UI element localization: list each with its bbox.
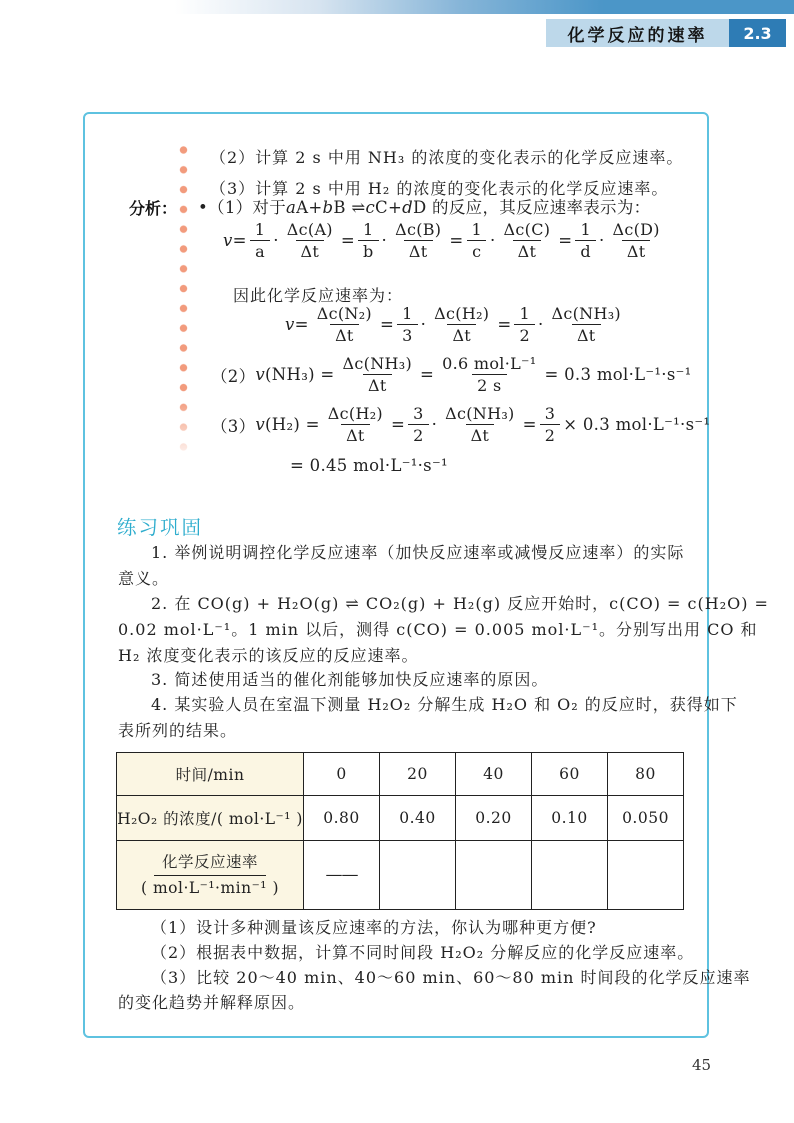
eq-text: = <box>379 315 395 335</box>
analysis-label: 分析： <box>129 199 178 218</box>
fraction <box>358 220 379 261</box>
eq-text: C+ <box>375 198 403 217</box>
fraction-denominator: 3 <box>397 324 417 345</box>
fraction <box>608 220 665 261</box>
fraction-denominator: Δt <box>341 424 370 445</box>
eq-text: = 0.45 mol·L⁻¹·s⁻¹ <box>290 456 448 475</box>
question-4-line-2: 表所列的结果。 <box>118 721 238 740</box>
fraction <box>390 220 446 261</box>
eq-text: · <box>420 315 427 335</box>
fraction-denominator: c <box>467 240 486 261</box>
eq-text: · <box>598 231 605 251</box>
fraction-denominator: Δt <box>447 324 476 345</box>
table-cell-empty <box>456 841 532 910</box>
practice-heading: 练习巩固 <box>117 516 204 540</box>
eq-text: · <box>489 231 496 251</box>
table-cell: 40 <box>456 753 532 796</box>
table-cell: 0.40 <box>380 796 456 841</box>
eq-text: = 0.3 mol·L⁻¹·s⁻¹ <box>544 365 692 385</box>
table-row-concentration <box>117 796 684 841</box>
equation-general-rate <box>223 220 668 261</box>
equation-rate-n2 <box>285 304 629 345</box>
eq-text: · <box>381 231 388 251</box>
question-4-line-1: 4. 某实验人员在室温下测量 H₂O₂ 分解生成 H₂O 和 O₂ 的反应时，获得如下 <box>151 695 738 714</box>
table-label-time: 时间/min <box>117 753 304 796</box>
eq-text: A+ <box>296 198 323 217</box>
fraction <box>408 404 428 445</box>
chapter-header <box>546 19 786 47</box>
eq-text: v <box>255 415 266 435</box>
fraction <box>429 304 494 345</box>
eq-text: · <box>431 415 438 435</box>
question-1-line-2: 意义。 <box>118 569 170 588</box>
fraction-denominator: Δt <box>296 240 325 261</box>
content-box <box>83 112 769 1038</box>
eq-text: = <box>420 365 435 385</box>
eq-text: × 0.3 mol·L⁻¹·s⁻¹ <box>563 415 711 435</box>
fraction-numerator: 3 <box>544 404 556 423</box>
data-table <box>116 752 684 910</box>
fraction-denominator: Δt <box>622 240 651 261</box>
fraction <box>547 304 626 345</box>
fraction-numerator: 1 <box>254 220 266 239</box>
fraction-numerator: Δc(D) <box>612 220 660 239</box>
fraction <box>338 354 417 395</box>
eq-text: = <box>522 415 537 435</box>
stacked-label: 化学反应速率 ( mol·L⁻¹·min⁻¹ ) <box>140 852 279 897</box>
chapter-title: 化学反应的速率 <box>546 19 729 47</box>
table-cell: 0.050 <box>608 796 684 841</box>
fraction <box>282 220 338 261</box>
fraction <box>312 304 377 345</box>
fraction <box>397 304 417 345</box>
equation-rate-h2-result <box>290 456 448 475</box>
fraction-numerator: Δc(N₂) <box>316 304 372 323</box>
eq-text: a <box>286 198 297 217</box>
table-cell: 20 <box>380 753 456 796</box>
fraction <box>467 220 487 261</box>
table-cell: 0.10 <box>532 796 608 841</box>
table-cell-dash: —— <box>304 841 380 910</box>
fraction-denominator: Δt <box>513 240 542 261</box>
eq-text: (H₂) = <box>265 415 320 435</box>
analysis-question-3: （3）计算 2 s 中用 H₂ 的浓度的变化表示的化学反应速率。 <box>210 179 669 198</box>
fraction-denominator: Δt <box>363 374 392 395</box>
fraction-denominator: 2 <box>408 424 428 445</box>
fraction-numerator: Δc(C) <box>503 220 551 239</box>
fraction-denominator: Δt <box>404 240 433 261</box>
fraction-numerator: Δc(NH₃) <box>551 304 621 323</box>
eq-text: c <box>365 198 376 217</box>
fraction-denominator: a <box>250 240 270 261</box>
equation-rate-nh3 <box>211 354 692 395</box>
eq-text: d <box>402 198 413 217</box>
fraction-numerator: Δc(NH₃) <box>445 404 515 423</box>
eq-text: v <box>223 231 233 251</box>
dotted-divider <box>179 145 188 463</box>
analysis-point-1 <box>198 196 650 220</box>
fraction-numerator: 1 <box>402 304 413 323</box>
question-2-line-1: 2. 在 CO(g) + H₂O(g) ⇌ CO₂(g) + H₂(g) 反应开始时，c(CO) = c(H₂O) = <box>151 594 769 613</box>
sub-question-1: （1）设计多种测量该反应速率的方法，你认为哪种更方便? <box>151 918 597 937</box>
table-row-rate <box>117 841 684 910</box>
eq-text: · <box>273 231 279 251</box>
fraction-numerator: 1 <box>363 220 374 239</box>
sub-question-3-line-2: 的变化趋势并解释原因。 <box>118 993 306 1012</box>
fraction-numerator: 0.6 mol·L⁻¹ <box>442 354 537 373</box>
fraction-numerator: 1 <box>519 304 530 323</box>
eq-text: = <box>294 315 309 335</box>
table-cell: 0.80 <box>304 796 380 841</box>
table-cell-empty <box>532 841 608 910</box>
fraction-numerator: Δc(B) <box>395 220 442 239</box>
table-cell-empty <box>608 841 684 910</box>
eq-text: = <box>340 231 355 251</box>
eq-text: = <box>390 415 406 435</box>
fraction-numerator: Δc(H₂) <box>327 404 383 423</box>
fraction <box>440 404 519 445</box>
sub-question-3-line-1: （3）比较 20～40 min、40～60 min、60～80 min 时间段的化学反应速率 <box>151 968 751 987</box>
question-2-line-2: 0.02 mol·L⁻¹。1 min 以后，测得 c(CO) = 0.005 mol·L⁻¹。分别写出用 CO 和 <box>118 620 758 639</box>
table-row-time <box>117 753 684 796</box>
therefore-line: 因此化学反应速率为： <box>233 286 404 305</box>
chapter-number-badge: 2.3 <box>729 19 786 47</box>
question-1-line-1: 1. 举例说明调控化学反应速率（加快反应速率或减慢反应速率）的实际 <box>151 543 685 562</box>
table-cell: 60 <box>532 753 608 796</box>
top-gradient-bar <box>0 0 794 14</box>
fraction <box>250 220 270 261</box>
eq-text: D 的反应，其反应速率表示为： <box>412 198 651 217</box>
fraction-denominator: 2 s <box>472 374 506 395</box>
fraction <box>540 404 560 445</box>
page-number: 45 <box>692 1056 712 1074</box>
eq-text: · <box>537 315 544 335</box>
question-3: 3. 简述使用适当的催化剂能够加快反应速率的原因。 <box>151 670 549 689</box>
eq-text: = <box>232 231 247 251</box>
fraction-numerator: Δc(A) <box>286 220 333 239</box>
fraction <box>499 220 556 261</box>
fraction-denominator: b <box>358 240 379 261</box>
fraction <box>323 404 388 445</box>
fraction-denominator: d <box>575 240 596 261</box>
fraction-numerator: 3 <box>413 404 424 423</box>
analysis-question-2: （2）计算 2 s 中用 NH₃ 的浓度的变化表示的化学反应速率。 <box>210 148 684 167</box>
table-label-concentration: H₂O₂ 的浓度/( mol·L⁻¹ ) <box>117 796 304 841</box>
eq-text: b <box>322 198 334 217</box>
fraction-denominator: Δt <box>330 324 359 345</box>
eq-text: = <box>449 231 464 251</box>
fraction <box>514 304 534 345</box>
eq-text: （3） <box>211 416 256 436</box>
eq-text: v <box>285 315 295 335</box>
equation-rate-h2 <box>211 404 710 445</box>
table-cell: 80 <box>608 753 684 796</box>
eq-text: •（1）对于 <box>198 198 287 217</box>
table-cell: 0.20 <box>456 796 532 841</box>
eq-text: = <box>497 315 512 335</box>
eq-text: （2） <box>211 366 256 386</box>
fraction <box>437 354 541 395</box>
fraction-numerator: 1 <box>580 220 591 239</box>
fraction <box>575 220 596 261</box>
fraction-denominator: 2 <box>514 324 534 345</box>
fraction-numerator: 1 <box>471 220 482 239</box>
eq-text: = <box>558 231 573 251</box>
fraction-numerator: Δc(H₂) <box>434 304 490 323</box>
eq-text: B ⇌ <box>333 198 366 217</box>
fraction-numerator: Δc(NH₃) <box>342 354 412 373</box>
fraction-denominator: Δt <box>572 324 601 345</box>
fraction-denominator: 2 <box>540 424 560 445</box>
table-label-rate <box>117 841 304 910</box>
table-cell: 0 <box>304 753 380 796</box>
table-cell-empty <box>380 841 456 910</box>
fraction-denominator: Δt <box>466 424 495 445</box>
sub-question-2: （2）根据表中数据，计算不同时间段 H₂O₂ 分解反应的化学反应速率。 <box>151 943 695 962</box>
eq-text: v <box>255 365 266 385</box>
eq-text: (NH₃) = <box>265 365 335 385</box>
question-2-line-3: H₂ 浓度变化表示的该反应的反应速率。 <box>118 646 419 665</box>
